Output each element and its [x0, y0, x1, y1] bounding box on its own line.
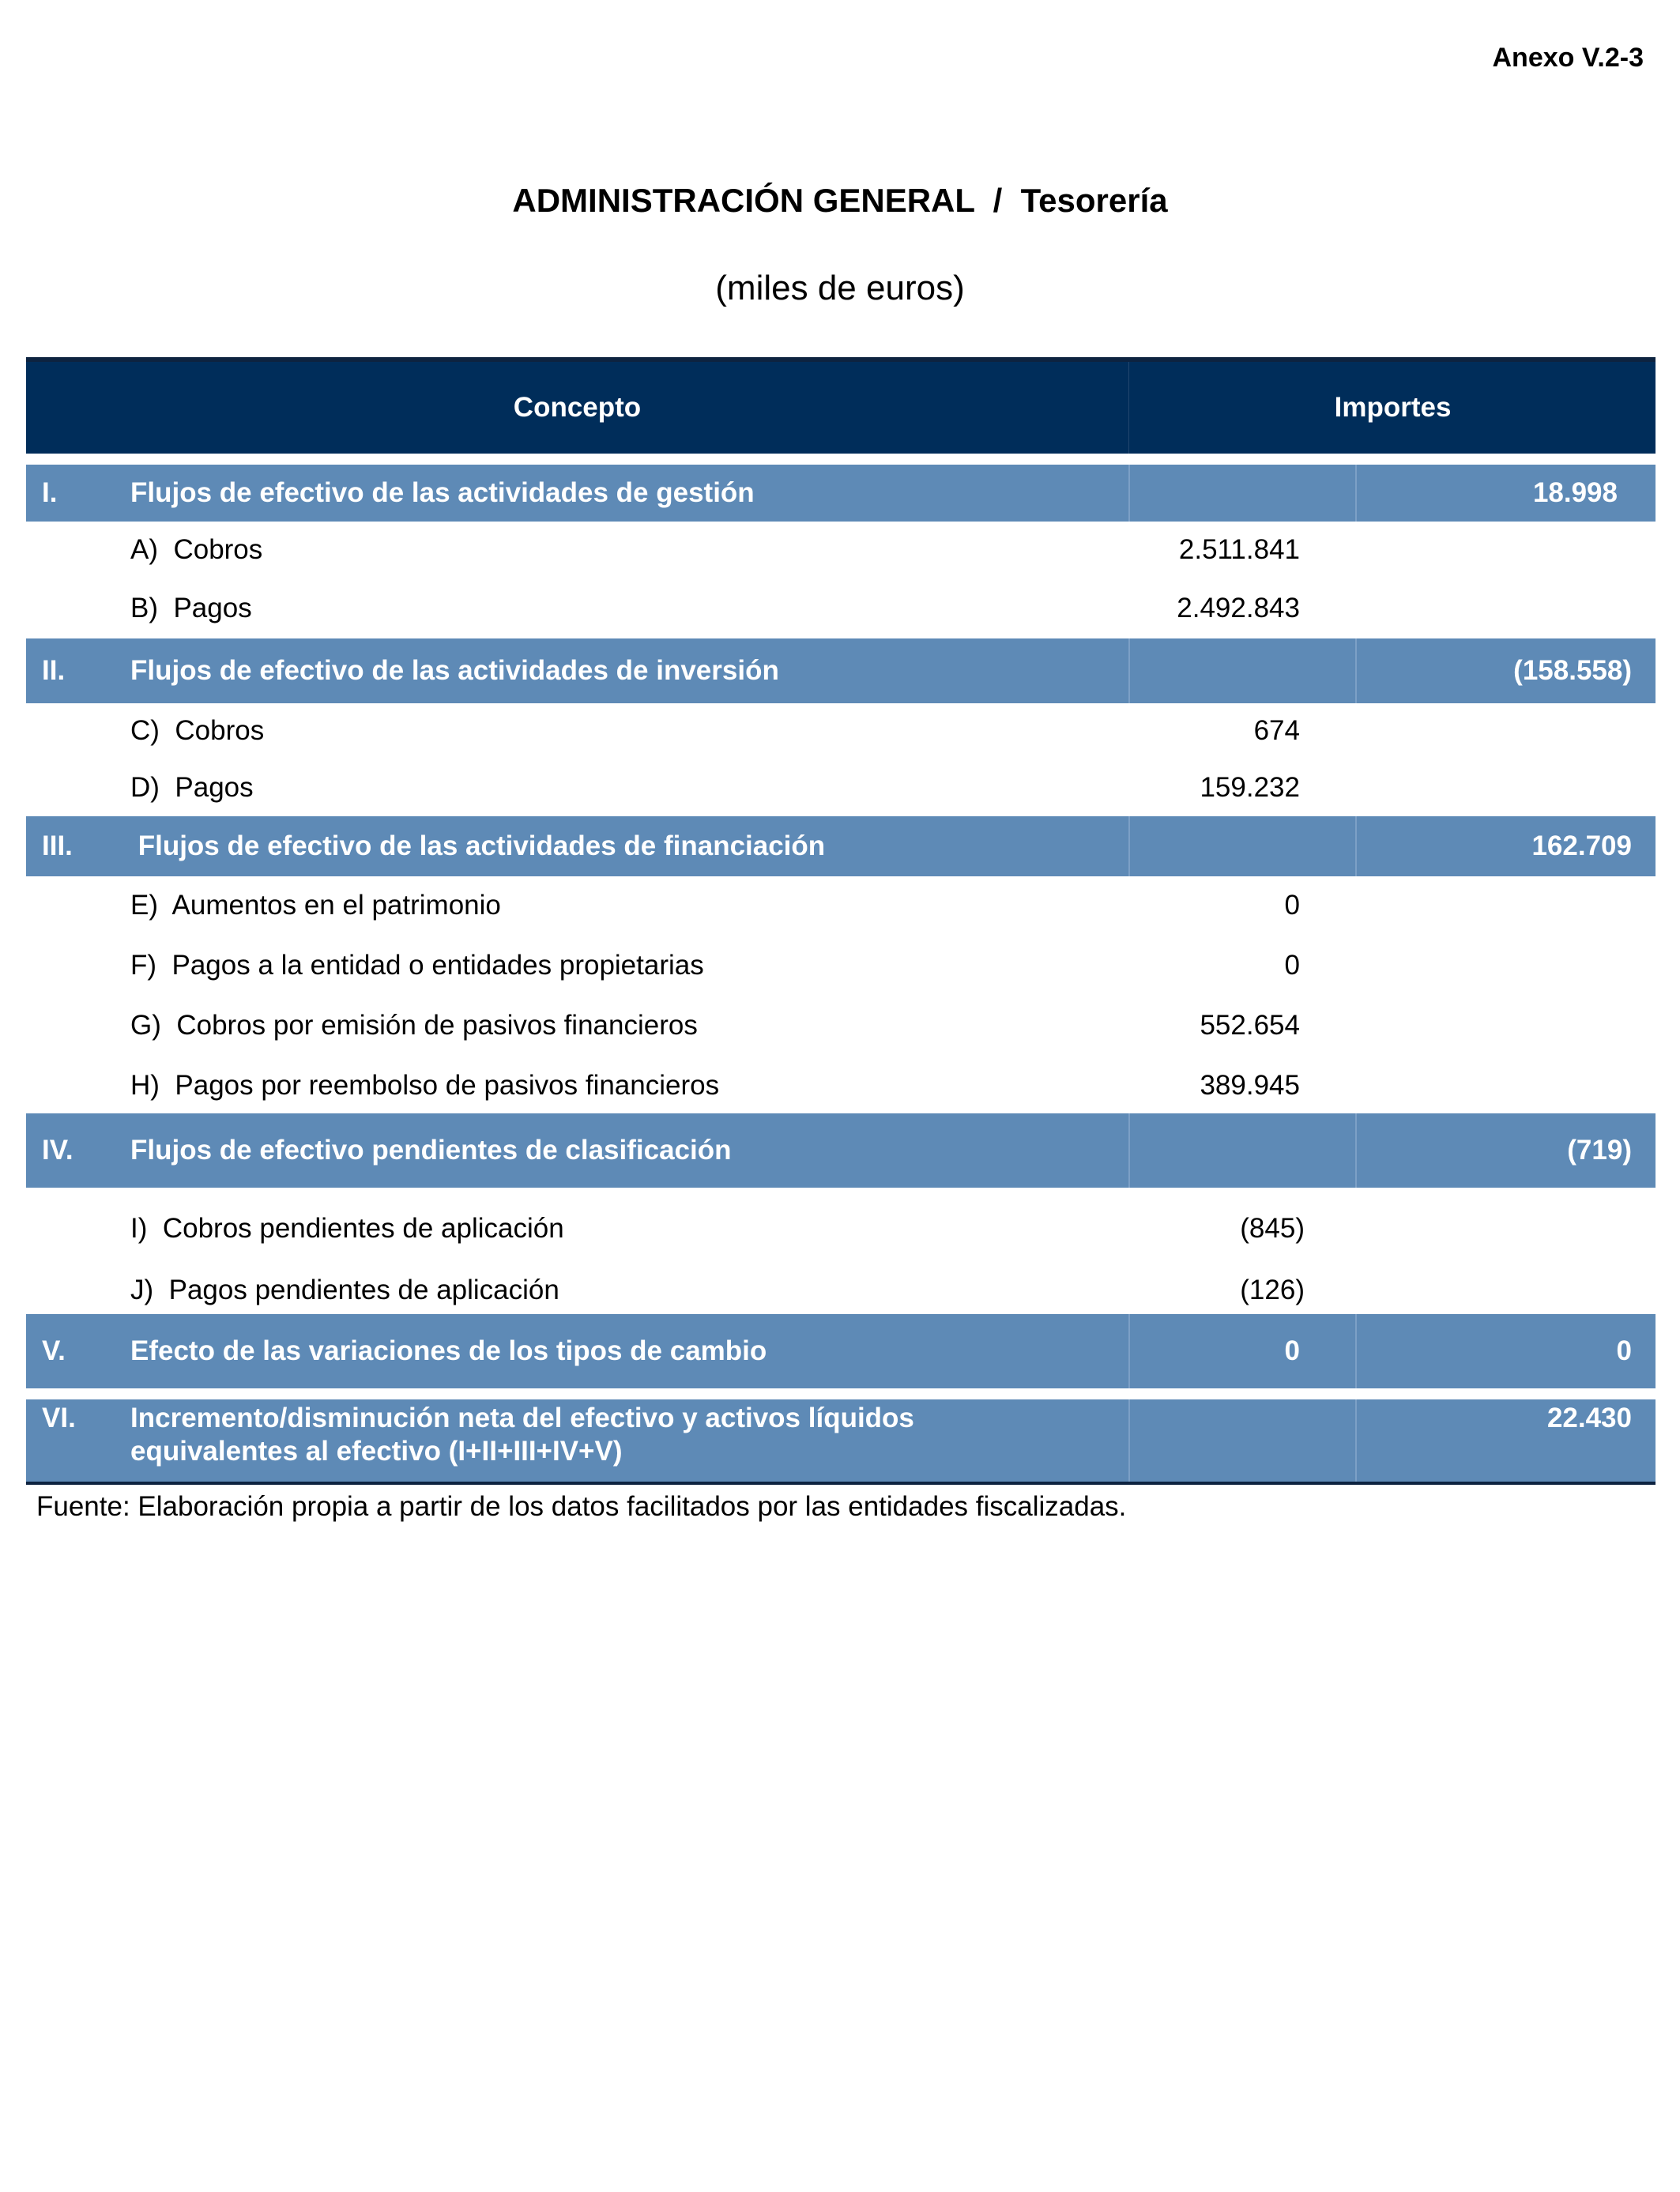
section-number: II. [42, 655, 66, 686]
section-row-iv [26, 1113, 1656, 1188]
section-label-line2: equivalentes al efectivo (I+II+III+IV+V) [130, 1436, 623, 1467]
row-value: 389.945 [1200, 1070, 1300, 1101]
section-label-line1: Incremento/disminución neta del efectivo y activos líquidos [130, 1403, 914, 1433]
section-total: 0 [1616, 1335, 1632, 1366]
header-amounts: Importes [1128, 362, 1656, 454]
section-row-ii [26, 638, 1656, 703]
row-label: G) Cobros por emisión de pasivos financieros [130, 1010, 698, 1041]
section-row-i [26, 465, 1656, 522]
section-label: Flujos de efectivo de las actividades de financiación [130, 830, 826, 861]
annex-label: Anexo V.2-3 [1492, 43, 1644, 73]
row-value: 2.511.841 [1178, 534, 1300, 565]
section-total: 18.998 [1532, 477, 1618, 508]
section-number: I. [42, 477, 58, 508]
source-note: Fuente: Elaboración propia a partir de los datos facilitados por las entidades fiscalizadas. [36, 1491, 1127, 1522]
row-label: H) Pagos por reembolso de pasivos financieros [130, 1070, 720, 1101]
section-total: 22.430 [1546, 1403, 1632, 1433]
row-label: D) Pagos [130, 772, 254, 803]
row-value: 159.232 [1200, 772, 1300, 803]
section-number: VI. [42, 1403, 76, 1433]
section-label: Flujos de efectivo pendientes de clasificación [130, 1135, 732, 1166]
row-label: I) Cobros pendientes de aplicación [130, 1213, 564, 1244]
row-label: E) Aumentos en el patrimonio [130, 890, 501, 921]
page-title: ADMINISTRACIÓN GENERAL / Tesorería [512, 182, 1168, 219]
row-label: F) Pagos a la entidad o entidades propietarias [130, 950, 704, 981]
section-row-vi [26, 1399, 1656, 1483]
section-total: (719) [1567, 1135, 1632, 1166]
page-subtitle: (miles de euros) [715, 269, 965, 307]
row-value: (845) [1240, 1213, 1305, 1244]
section-row-v [26, 1314, 1656, 1388]
header-concept: Concepto [513, 392, 642, 423]
row-value: (126) [1240, 1275, 1305, 1305]
row-label: B) Pagos [130, 593, 252, 623]
row-value: 674 [1253, 715, 1300, 746]
table-bottom-rule [26, 1482, 1656, 1485]
row-value: 552.654 [1200, 1010, 1300, 1041]
section-row-iii [26, 816, 1656, 876]
table-header [26, 357, 1656, 454]
section-total: 162.709 [1531, 830, 1632, 861]
row-value: 0 [1284, 950, 1300, 981]
section-number: IV. [42, 1135, 73, 1166]
row-value: 0 [1284, 890, 1300, 921]
section-partial: 0 [1284, 1335, 1300, 1366]
section-number: V. [42, 1335, 66, 1366]
row-value: 2.492.843 [1177, 593, 1300, 623]
row-label: C) Cobros [130, 715, 265, 746]
section-label: Efecto de las variaciones de los tipos de cambio [130, 1335, 767, 1366]
section-total: (158.558) [1513, 655, 1632, 686]
row-label: J) Pagos pendientes de aplicación [130, 1275, 559, 1305]
row-label: A) Cobros [130, 534, 263, 565]
section-label: Flujos de efectivo de las actividades de gestión [130, 477, 755, 508]
section-label: Flujos de efectivo de las actividades de inversión [130, 655, 779, 686]
section-number: III. [42, 830, 73, 861]
